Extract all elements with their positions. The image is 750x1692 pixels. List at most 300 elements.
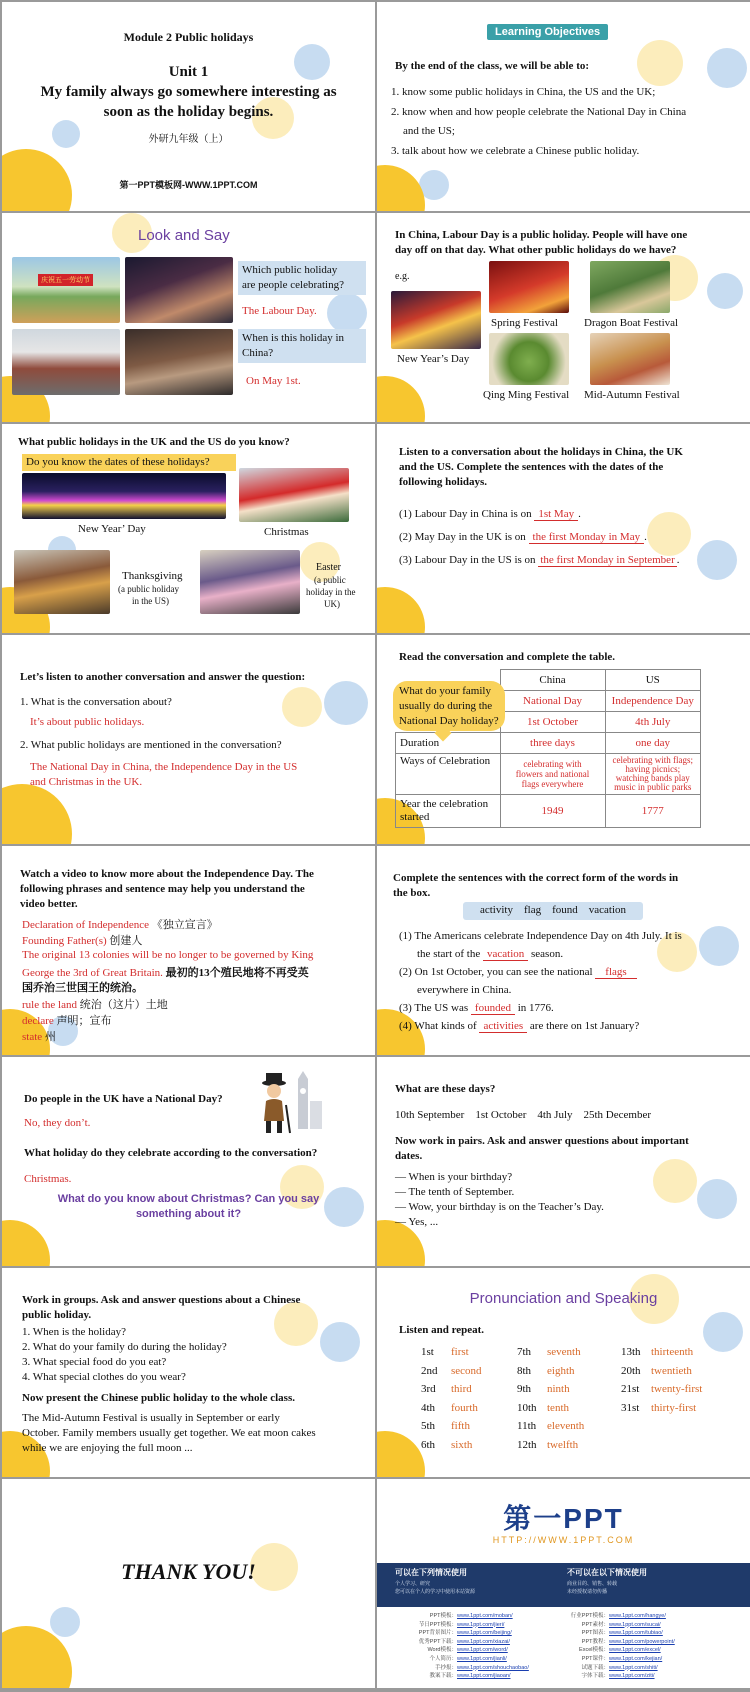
sentence-3 [399, 554, 679, 566]
thanksgiving-note-2: in the US) [132, 596, 169, 606]
resource-link-row [567, 1671, 675, 1680]
intro-line-2: public holiday. [22, 1309, 92, 1321]
row-duration-china: three days [500, 733, 605, 754]
holiday-mid-autumn: Mid-Autumn Festival [584, 389, 680, 401]
decor-circle [274, 1302, 318, 1346]
pair-instruction-2: dates. [395, 1150, 423, 1162]
decor-circle [637, 40, 683, 86]
resource-link-row [567, 1637, 675, 1646]
decor-corner [377, 1431, 425, 1477]
decor-corner [377, 165, 425, 211]
bubble-line-2: usually do during the [399, 700, 493, 712]
sentence-1-end: . [578, 508, 581, 520]
ordinal-number: 21st [621, 1383, 640, 1395]
ordinal-word: eleventh [547, 1420, 585, 1432]
answer-3: the first Monday in September [540, 554, 675, 566]
ordinal-word: second [451, 1364, 482, 1377]
answer-activities: activities [479, 1020, 527, 1033]
decor-corner [2, 784, 72, 844]
slide-7-conversation[interactable] [2, 635, 375, 844]
thanksgiving-note-1: (a public holiday [118, 584, 179, 594]
resource-label: PPT模板： [429, 1613, 457, 1619]
intro-line-1: In China, Labour Day is a public holiday. People will have one [395, 229, 688, 241]
ordinal-word: eighth [547, 1364, 575, 1377]
answer-2: the first Monday in May [529, 531, 645, 544]
ordinal-number: 3rd [421, 1383, 436, 1395]
ways-us-line-1: celebrating with flags; [612, 755, 693, 765]
resource-link-row [415, 1620, 529, 1629]
decor-circle [282, 687, 322, 727]
ordinal-number: 13th [621, 1346, 641, 1358]
answer-2: Christmas. [24, 1173, 72, 1185]
resource-label: 个人简历： [429, 1655, 457, 1662]
intro-line-2: following phrases and sentence may help you understand the [20, 883, 305, 895]
decor-circle [707, 273, 743, 309]
resource-link-row [415, 1663, 529, 1672]
allowed-sub-1: 个人学习、研究 [395, 1581, 431, 1587]
ordinal-word: third [451, 1383, 472, 1395]
objectives-intro: By the end of the class, we will be able to: [395, 60, 590, 72]
thanksgiving-photo [14, 550, 110, 614]
holiday-thanksgiving: Thanksgiving [122, 570, 183, 582]
intro-line-1: Work in groups. Ask and answer questions about a Chinese [22, 1294, 301, 1306]
intro-line-1: Listen to a conversation about the holidays in China, the UK [399, 446, 683, 458]
look-say-title: Look and Say [138, 227, 230, 244]
ordinal-word: twelfth [547, 1438, 579, 1451]
sentence-1-line-1: (1) The Americans celebrate Independence Day on 4th July. It is [399, 930, 682, 942]
intro-line-2: and the US. Complete the sentences with the dates of the [399, 461, 664, 473]
ordinal-column-2 [517, 1346, 584, 1457]
phrase-5-en: declare [22, 1015, 54, 1027]
slide-12-important-dates[interactable] [377, 1057, 750, 1266]
ways-china-line-2: flowers and national [515, 769, 590, 779]
holiday-qing-ming: Qing Ming Festival [483, 389, 570, 401]
resource-link-row [567, 1654, 675, 1663]
word-box-words: activity flag found vacation [479, 904, 626, 916]
holiday-new-years-day: New Year’s Day [397, 353, 470, 365]
decor-circle [707, 48, 747, 88]
resource-link-row [415, 1637, 529, 1646]
resource-link[interactable]: www.1ppt.com/hangye/ [609, 1613, 666, 1619]
sentence-line-2 [22, 964, 309, 980]
sample-line-3: while we are enjoying the full moon ... [22, 1442, 193, 1454]
sentence-4 [399, 1020, 639, 1032]
phrase-6 [22, 1028, 56, 1044]
slide-16-credits[interactable] [377, 1479, 750, 1688]
answer-flags: flags [595, 966, 636, 979]
phrase-1-en: Declaration of Independence [22, 919, 150, 931]
ordinal-number: 11th [517, 1420, 537, 1432]
ordinal-word: thirty-first [651, 1401, 697, 1414]
resource-label: Excel模板： [579, 1647, 609, 1654]
christmas-prompt-line-2: something about it? [135, 1208, 242, 1220]
gentleman-big-ben-icon [252, 1071, 324, 1137]
ordinal-row [517, 1346, 584, 1365]
slide-2-objectives[interactable] [377, 2, 750, 211]
year-label-line-2: started [400, 811, 430, 823]
decor-circle [697, 1179, 737, 1219]
s4-text-a: (4) What kinds of [399, 1020, 477, 1032]
decor-corner [377, 1009, 425, 1055]
grade-label: 外研九年级（上） [148, 134, 229, 145]
ordinal-row [421, 1402, 482, 1421]
ordinal-word: seventh [547, 1346, 581, 1358]
phrase-4 [22, 996, 168, 1012]
question-2-line-1: When is this holiday in [242, 332, 345, 344]
thank-you-text: THANK YOU! [121, 1559, 256, 1584]
ordinal-number: 4th [421, 1401, 436, 1414]
allowed-heading: 可以在下列情况使用 [395, 1568, 467, 1577]
phrase-2-cn: 创建人 [109, 935, 143, 947]
resource-link-row [567, 1645, 675, 1654]
ordinal-word: first [451, 1346, 469, 1358]
ordinal-row [517, 1439, 584, 1458]
slide-9-independence-video[interactable] [2, 846, 375, 1055]
row-1-china: National Day [500, 691, 605, 712]
phrase-5 [22, 1012, 112, 1028]
site-label: 第一PPT模板网-WWW.1PPT.COM [119, 180, 258, 190]
ordinal-word: thirteenth [651, 1346, 694, 1358]
listen-repeat: Listen and repeat. [399, 1324, 485, 1336]
question-2: 2. What public holidays are mentioned in the conversation? [20, 739, 282, 751]
phrase-1 [22, 916, 218, 932]
resource-link[interactable]: www.1ppt.com/sucai/ [609, 1621, 661, 1628]
ordinal-word: twenty-first [651, 1383, 703, 1395]
answer-2: On May 1st. [246, 375, 301, 387]
building-photo [12, 329, 120, 395]
objective-2: 2. know when and how people celebrate the National Day in China [391, 106, 687, 118]
christmas-prompt-line-1: What do you know about Christmas? Can you say [57, 1193, 320, 1205]
dragon-boat-photo [590, 261, 670, 313]
slide-6-listen-dates[interactable] [377, 424, 750, 633]
phrase-2-en: Founding Father(s) [22, 935, 107, 947]
ways-us-line-4: music in public parks [614, 782, 692, 792]
dialogue-2: — The tenth of September. [395, 1186, 515, 1198]
sentence-2 [399, 531, 647, 543]
resource-label: 试题下载： [581, 1664, 609, 1671]
header-china: China [500, 670, 605, 691]
mid-autumn-photo [590, 333, 670, 385]
resource-link[interactable]: www.1ppt.com/jiaoan/ [457, 1673, 511, 1680]
resource-label: Word模板： [427, 1647, 457, 1654]
brand-logo: 第一PPT [503, 1503, 624, 1534]
dates-question: What are these days? [395, 1083, 496, 1095]
resource-link[interactable]: www.1ppt.com/word/ [457, 1647, 508, 1654]
sentence-3-text: (3) Labour Day in the US is on [399, 554, 536, 566]
resource-link-row [415, 1654, 529, 1663]
question-1: 1. What is the conversation about? [20, 696, 172, 708]
holiday-new-year: New Year’ Day [78, 523, 146, 535]
resource-label: PPT图表： [581, 1630, 609, 1637]
ordinal-number: 5th [421, 1420, 436, 1432]
sentence-cn-line-2: 国乔治三世国王的统治。 [22, 982, 143, 994]
new-year-fireworks-photo [22, 473, 226, 519]
question-2: What holiday do they celebrate according to the conversation? [24, 1147, 318, 1159]
ordinal-row [517, 1383, 584, 1402]
ordinal-row [621, 1402, 702, 1421]
row-duration-label: Duration [396, 733, 501, 754]
decor-circle [327, 293, 367, 333]
unit-title: Unit 1 [168, 64, 209, 80]
decor-circle [697, 540, 737, 580]
sentence-en-line-1: The original 13 colonies will be no longer to be governed by King [22, 949, 314, 961]
holiday-dragon-boat: Dragon Boat Festival [584, 317, 679, 329]
slide-1-title[interactable] [2, 2, 375, 211]
resource-link[interactable]: www.1ppt.com/jieri/ [457, 1621, 505, 1628]
slide-5-title: What public holidays in the UK and the US do you know? [18, 436, 290, 448]
question-1: Do people in the UK have a National Day? [24, 1093, 223, 1105]
resource-link[interactable]: www.1ppt.com/jianli/ [457, 1655, 507, 1662]
ordinal-row [421, 1420, 482, 1439]
spring-festival-photo [489, 261, 569, 313]
decor-corner [377, 376, 425, 422]
phrase-2 [22, 932, 142, 948]
slide-3-look-and-say[interactable] [2, 213, 375, 422]
resource-link[interactable]: www.1ppt.com/shiti/ [609, 1664, 658, 1671]
slide-15-thank-you[interactable] [2, 1479, 375, 1688]
bubble-line-3: National Day holiday? [399, 715, 499, 727]
row-duration-us: one day [605, 733, 701, 754]
question-1-line-2: are people celebrating? [242, 279, 344, 291]
resource-label: PPT背景图片： [418, 1630, 457, 1637]
crowd-day-photo [125, 329, 233, 395]
sentence-2-line-2: everywhere in China. [417, 984, 512, 996]
ordinal-row [421, 1346, 482, 1365]
row-ways-label: Ways of Celebration [396, 754, 501, 795]
dates-question: Do you know the dates of these holidays? [26, 456, 210, 468]
slide-11-uk-national-day[interactable] [2, 1057, 375, 1266]
ways-us-line-2: having picnics; [625, 764, 681, 774]
holiday-easter: Easter [316, 562, 341, 573]
ordinal-row [421, 1365, 482, 1384]
resource-label: 优秀PPT下载： [418, 1638, 457, 1645]
easter-photo [200, 550, 300, 614]
resource-link[interactable]: www.1ppt.com/shouchaobao/ [457, 1664, 529, 1671]
answer-2-line-1: The National Day in China, the Independence Day in the US [30, 761, 298, 773]
bubble-line-1: What do your family [399, 685, 491, 697]
pair-instruction-1: Now work in pairs. Ask and answer questions about important [395, 1135, 689, 1147]
resource-link[interactable]: www.1ppt.com/powerpoint/ [609, 1638, 675, 1645]
s3-text-a: (3) The US was [399, 1002, 469, 1014]
answer-1: It’s about public holidays. [30, 716, 145, 728]
phrase-4-en: rule the land [22, 999, 77, 1011]
row-1-us: Independence Day [605, 691, 701, 712]
labour-day-park-photo [12, 257, 120, 323]
objective-1: 1. know some public holidays in China, the US and the UK; [391, 86, 656, 98]
ordinal-number: 2nd [421, 1364, 438, 1377]
slide-4-chinese-holidays[interactable] [377, 213, 750, 422]
intro-line-1: Watch a video to know more about the Independence Day. The [20, 868, 314, 880]
answer-vacation: vacation [483, 948, 528, 961]
question-2-line-2: China? [242, 347, 274, 359]
decor-circle [324, 681, 368, 725]
ordinal-row [517, 1365, 584, 1384]
s4-text-b: are there on 1st January? [529, 1020, 640, 1032]
resource-label: 教案下载： [429, 1673, 457, 1680]
resource-link[interactable]: www.1ppt.com/xiazai/ [457, 1638, 510, 1645]
resource-label: 节日PPT模板： [418, 1621, 457, 1628]
eg-label: e.g. [395, 271, 410, 282]
table-intro: Read the conversation and complete the table. [399, 651, 616, 663]
christmas-photo [239, 468, 349, 522]
answer-1: 1st May [534, 508, 578, 521]
ordinal-row [621, 1365, 702, 1384]
ordinal-row [517, 1402, 584, 1421]
answer-2-line-2: and Christmas in the UK. [30, 776, 143, 788]
forbidden-sub-2: 未经授权请勿传播 [567, 1589, 608, 1595]
ordinal-word: fifth [451, 1420, 470, 1432]
phrase-6-en: state [22, 1031, 43, 1043]
resource-link[interactable]: www.1ppt.com/moban/ [457, 1613, 513, 1619]
resource-label: 行业PPT模板： [570, 1613, 609, 1619]
sentence-3 [399, 1002, 554, 1014]
ordinal-word: tenth [547, 1401, 569, 1414]
decor-circle [320, 1322, 360, 1362]
header-us: US [605, 670, 701, 691]
answer-founded: founded [471, 1002, 515, 1015]
easter-note-2: holiday in the [306, 587, 356, 597]
slide-14-pronunciation[interactable] [377, 1268, 750, 1477]
intro-line-2: day off on that day. What other public holidays do we have? [395, 244, 677, 256]
brand-url: HTTP://WWW.1PPT.COM [492, 1535, 635, 1545]
dialogue-4: — Yes, ... [395, 1216, 439, 1228]
holiday-christmas: Christmas [264, 526, 309, 538]
resource-link-row [415, 1611, 529, 1620]
phrase-5-cn: 声明；宣布 [56, 1015, 112, 1027]
s2-text-a: (2) On 1st October, you can see the national [399, 966, 593, 978]
sentence-1-line-2 [417, 948, 563, 960]
present-instruction: Now present the Chinese public holiday to the whole class. [22, 1392, 295, 1404]
resource-link[interactable]: www.1ppt.com/beijing/ [457, 1630, 512, 1637]
ordinal-number: 31st [621, 1401, 640, 1414]
new-years-day-photo [391, 291, 481, 349]
question-2: 2. What do your family do during the holiday? [22, 1341, 227, 1353]
phrase-4-cn: 统治（这片）土地 [79, 999, 168, 1011]
dialogue-1: — When is your birthday? [395, 1171, 513, 1183]
sentence-1 [399, 508, 581, 520]
question-1: 1. When is the holiday? [22, 1326, 126, 1338]
phrase-6-cn: 州 [44, 1031, 56, 1043]
allowed-sub-2: 您可以在个人的学习中使用本站资源 [395, 1589, 476, 1595]
resource-link-row [567, 1620, 675, 1629]
decor-corner [377, 587, 425, 633]
resource-label: 手抄报： [434, 1664, 457, 1671]
slide-10-fill-blanks[interactable] [377, 846, 750, 1055]
question-1-line-1: Which public holiday [242, 264, 338, 276]
resource-link-row [415, 1671, 529, 1680]
resource-link[interactable]: www.1ppt.com/ziti/ [609, 1673, 655, 1680]
sentence-3-end: . [676, 554, 680, 566]
row-ways-china [500, 754, 605, 795]
decor-circle [703, 1312, 743, 1352]
objective-2-cont: and the US; [403, 125, 455, 137]
decor-circle [50, 1607, 80, 1637]
answer-1: No, they don’t. [24, 1117, 91, 1129]
slide-13-group-work[interactable] [2, 1268, 375, 1477]
ordinal-number: 12th [517, 1438, 537, 1451]
row-2-us: 4th July [605, 712, 701, 733]
decor-circle [647, 512, 691, 556]
dates-list: 10th September 1st October 4th July 25th December [395, 1109, 652, 1121]
objective-3: 3. talk about how we celebrate a Chinese public holiday. [391, 145, 640, 157]
resource-label: PPT课件： [581, 1655, 609, 1662]
intro-line-2: the box. [393, 887, 431, 899]
resource-link[interactable]: www.1ppt.com/kejian/ [609, 1655, 663, 1662]
module-title: Module 2 Public holidays [123, 30, 254, 44]
ordinal-word: sixth [451, 1438, 473, 1451]
qing-ming-photo [489, 333, 569, 385]
forbidden-heading: 不可以在以下情况使用 [567, 1568, 647, 1577]
ordinal-number: 20th [621, 1364, 641, 1377]
ordinal-column-1 [421, 1346, 482, 1457]
ways-china-line-1: celebrating with [523, 759, 582, 769]
ordinal-word: ninth [547, 1383, 570, 1395]
row-year-label [396, 795, 501, 828]
resource-link-row [415, 1628, 529, 1637]
sentence-cn-line-1: 最初的13个殖民地将不再受英 [165, 967, 309, 979]
easter-note-1: (a public [314, 575, 346, 585]
question-3: 3. What special food do you eat? [22, 1356, 167, 1368]
resource-link[interactable]: www.1ppt.com/excel/ [609, 1647, 661, 1654]
resource-link[interactable]: www.1ppt.com/tubiao/ [609, 1630, 663, 1637]
question-4: 4. What special clothes do you wear? [22, 1371, 186, 1383]
ordinal-number: 7th [517, 1346, 532, 1358]
resource-link-row [567, 1611, 675, 1620]
phrase-1-cn: 《独立宣言》 [151, 919, 218, 931]
ordinal-row [517, 1420, 584, 1439]
easter-note-3: UK) [324, 599, 340, 609]
photo-banner: 庆祝五一劳动节 [38, 274, 93, 286]
resource-link-row [567, 1663, 675, 1672]
row-year-china: 1949 [500, 795, 605, 828]
ordinal-row [421, 1383, 482, 1402]
ways-us-line-3: watching bands play [615, 773, 690, 783]
sentence-en-line-2: George the 3rd of Great Britain. [22, 967, 163, 979]
row-2-china: 1st October [500, 712, 605, 733]
ordinal-number: 9th [517, 1383, 532, 1395]
links-right [567, 1611, 675, 1680]
resource-label: PPT教程： [581, 1638, 609, 1645]
ordinal-column-3 [621, 1346, 702, 1420]
slide-5-uk-us-holidays[interactable] [2, 424, 375, 633]
ordinal-word: fourth [451, 1401, 478, 1414]
holiday-spring-festival: Spring Festival [491, 317, 558, 329]
sample-line-2: October. Family members usually get together. We eat moon cakes [22, 1427, 316, 1439]
sentence-2-line-1 [399, 966, 637, 978]
year-label-line-1: Year the celebration [400, 798, 489, 810]
decor-circle [653, 1159, 697, 1203]
answer-1: The Labour Day. [242, 305, 317, 317]
objectives-badge: Learning Objectives [487, 24, 608, 40]
decor-corner [2, 1220, 50, 1266]
ordinal-number: 1st [421, 1346, 434, 1358]
ordinal-number: 8th [517, 1364, 532, 1377]
slide-8-table[interactable] [377, 635, 750, 844]
decor-circle [699, 926, 739, 966]
ordinal-row [621, 1346, 702, 1365]
intro-line-3: following holidays. [399, 476, 488, 488]
ordinal-word: twentieth [651, 1364, 692, 1377]
sample-line-1: The Mid-Autumn Festival is usually in September or early [22, 1412, 280, 1424]
resource-link-row [415, 1645, 529, 1654]
intro-line-1: Complete the sentences with the correct form of the words in [393, 872, 679, 884]
sentence-2-end: . [644, 531, 647, 543]
conversation-intro: Let’s listen to another conversation and answer the question: [20, 671, 306, 683]
intro-line-3: video better. [20, 898, 78, 910]
resource-label: 字体下载： [581, 1673, 609, 1680]
ordinal-number: 6th [421, 1438, 436, 1451]
row-year-us: 1777 [605, 795, 701, 828]
